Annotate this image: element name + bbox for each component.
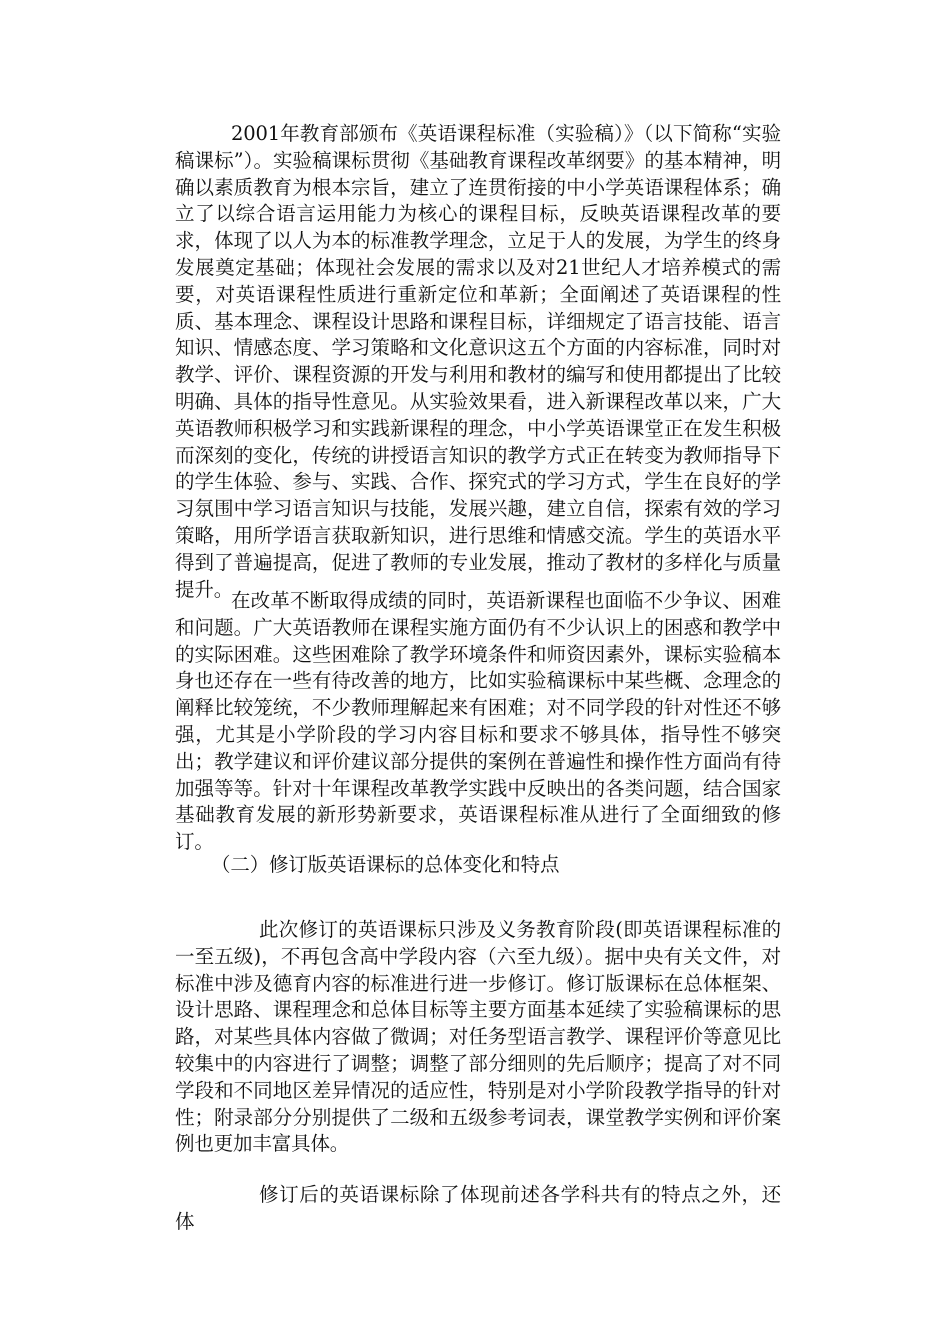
- section-heading: （二）修订版英语课标的总体变化和特点: [211, 853, 560, 876]
- body-paragraph-1: 2001年教育部颁布《英语课程标准（实验稿）》（以下简称“实验稿课标”）。实验稿课标贯彻《基础教育课程改革纲要》的基本精神，明确以素质教育为根本宗旨，建立了连贯衔接的中小学英语课程体系；确立了以综合语言运用能力为核心的课程目标，反映英语课程改革的要求，体现了以人为本的标准教学理念，立足于人的发展，为学生的终身发展奠定基础；体现社会发展的需求以及对21世纪人才培养模式的需要，对英语课程性质进行重新定位和革新；全面阐述了英语课程的性质、基本理念、课程设计思路和课程目标，详细规定了语言技能、语言知识、情感态度、学习策略和文化意识这五个方面的内容标准，同时对教学、评价、课程资源的开发与利用和教材的编写和使用都提出了比较明确、具体的指导性意见。从实验效果看，进入新课程改革以来，广大英语教师积极学习和实践新课程的理念，中小学英语课堂正在发生积极而深刻的变化，传统的讲授语言知识的教学方式正在转变为教师指导下的学生体验、参与、实践、合作、探究式的学习方式，学生在良好的学习氛围中学习语言知识与技能，发展兴趣，建立自信，探索有效的学习策略，用所学语言获取新知识，进行思维和情感交流。学生的英语水平得到了普遍提高，促进了教师的专业发展，推动了教材的多样化与质量提升。: [175, 122, 781, 601]
- body-paragraph-2: 在改革不断取得成绩的同时，英语新课程也面临不少争议、困难和问题。广大英语教师在课程实施方面仍有不少认识上的困惑和教学中的实际困难。这些困难除了教学环境条件和师资因素外，课标实验稿本身也还存在一些有待改善的地方，比如实验稿课标中某些概、念理念的阐释比较笼统，不少教师理解起来有困难；对不同学段的针对性还不够强，尤其是小学阶段的学习内容目标和要求不够具体，指导性不够突出；教学建议和评价建议部分提供的案例在普遍性和操作性方面尚有待加强等等。针对十年课程改革教学实践中反映出的各类问题，结合国家基础教育发展的新形势新要求，英语课程标准从进行了全面细致的修订。: [175, 589, 781, 854]
- section-paragraph-1: 此次修订的英语课标只涉及义务教育阶段(即英语课程标准的一至五级)，不再包含高中学段内容（六至九级）。据中央有关文件，对标准中涉及德育内容的标准进行进一步修订。修订版课标在总体框架、设计思路、课程理念和总体目标等主要方面基本延续了实验稿课标的思路，对某些具体内容做了微调；对任务型语言教学、课程评价等意见比较集中的内容进行了调整；调整了部分细则的先后顺序；提高了对不同学段和不同地区差异情况的适应性，特别是对小学阶段教学指导的针对性；附录部分分别提供了二级和五级参考词表，课堂教学实例和评价案例也更加丰富具体。: [175, 918, 781, 1156]
- section-paragraph-2: 修订后的英语课标除了体现前述各学科共有的特点之外，还体: [175, 1183, 781, 1233]
